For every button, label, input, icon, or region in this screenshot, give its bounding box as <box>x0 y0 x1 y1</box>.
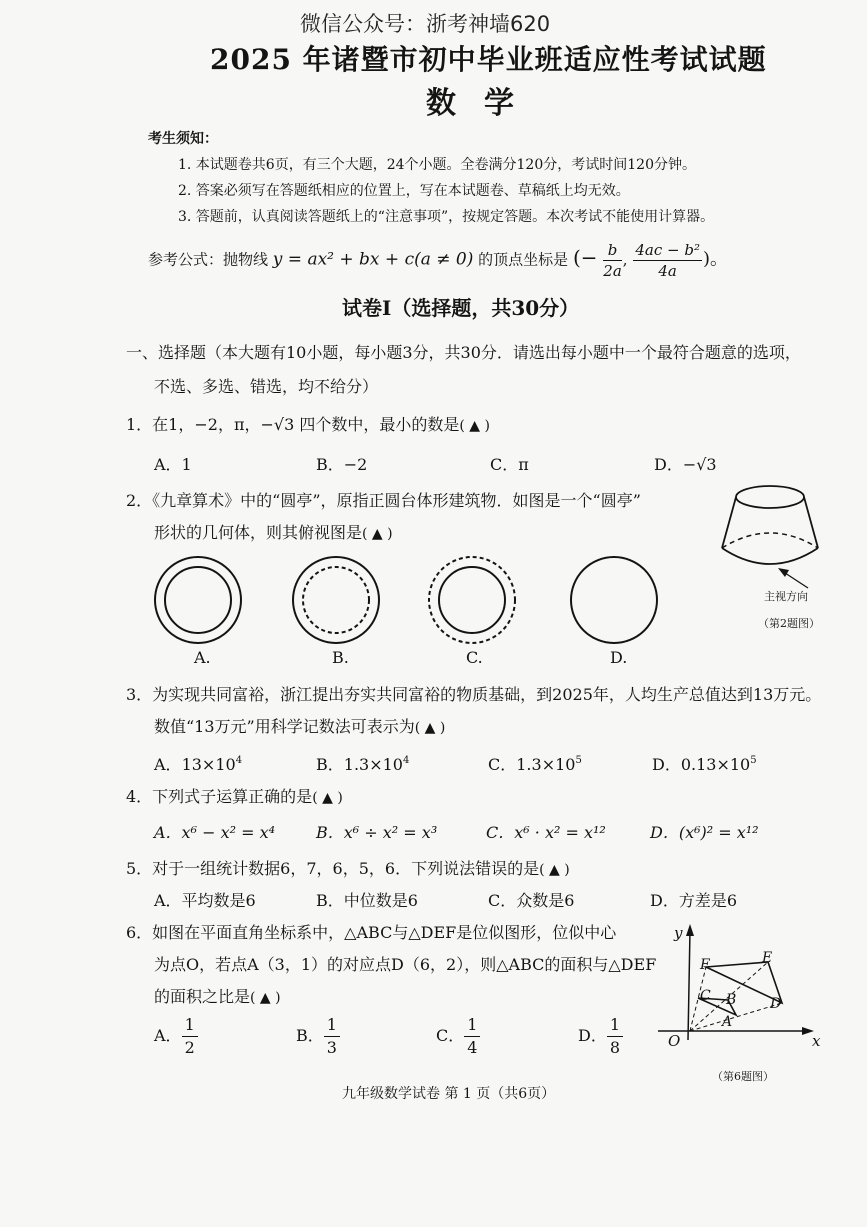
exam-title: 2025 年诸暨市初中毕业班适应性考试试题 <box>210 43 767 76</box>
q6-option-a-num: 1 <box>182 1014 198 1037</box>
q6-point-f-label: F <box>700 957 710 973</box>
q6-option-d <box>578 1014 623 1059</box>
q3-option-c-label: C． <box>488 755 517 774</box>
q6-option-c <box>436 1014 480 1059</box>
notice-item-3: 3. 答题前，认真阅读答题纸上的“注意事项”，按规定答题。本次考试不能使用计算器。 <box>178 209 715 225</box>
q5-option-b: B．中位数是6 <box>316 891 418 910</box>
q3-option-b-label: B． <box>316 755 344 774</box>
part1-line1: 一、选择题（本大题有10小题，每小题3分，共30分．请选出每小题中一个最符合题意的选项， <box>126 343 801 362</box>
q2-stem-line1: 2．《九章算术》中的“圆亭”，原指正圆台体形建筑物．如图是一个“圆亭” <box>126 491 641 510</box>
formula-middle: 的顶点坐标是 <box>478 250 569 269</box>
formula-close: )。 <box>702 248 728 270</box>
q2-option-b-figure <box>293 557 379 643</box>
q6-option-b-den: 3 <box>326 1038 337 1057</box>
formula-open: (− <box>572 245 598 270</box>
q2-label-b: B. <box>332 648 349 667</box>
q3-stem-line2 <box>154 714 445 737</box>
section-title: 试卷Ⅰ（选择题，共30分） <box>342 296 580 320</box>
q2-label-d: D. <box>610 648 628 667</box>
q6-option-b-label: B． <box>296 1026 324 1045</box>
q5-stem-line <box>126 856 570 879</box>
part1-line2: 不选、多选、错选，均不给分） <box>154 377 379 396</box>
q6-option-b-fraction <box>324 1014 340 1059</box>
q1-stem: 1．在1，−2，π，−√3 四个数中，最小的数是 <box>126 415 460 434</box>
q6-point-c-label: C <box>700 988 711 1004</box>
q3-option-c-base: 1.3×10 <box>516 755 576 774</box>
q3-option-a <box>154 752 242 775</box>
q3-stem-line1: 3．为实现共同富裕，浙江提出夯实共同富裕的物质基础，到2025年，人均生产总值达到13万元。 <box>126 685 822 704</box>
q3-option-d-base: 0.13×10 <box>680 755 751 774</box>
q6-stem: 的面积之比是 <box>154 987 251 1006</box>
frac2-denominator: 4a <box>658 262 677 280</box>
q3-option-d-exp: 5 <box>750 755 757 766</box>
q6-point-a-label: A <box>722 1014 733 1030</box>
q6-option-c-label: C． <box>436 1026 465 1045</box>
q6-option-a-den: 2 <box>184 1038 195 1057</box>
q6-option-c-den: 4 <box>467 1038 478 1057</box>
q3-answer-mark: ( ▲ ) <box>414 720 446 736</box>
q4-stem: 4．下列式子运算正确的是 <box>126 787 313 806</box>
q2-label-a: A. <box>194 648 211 667</box>
q1-answer-mark: ( ▲ ) <box>459 418 490 434</box>
q6-axis-x-label: x <box>812 1032 821 1050</box>
q4-option-d: D．(x⁶)² = x¹² <box>650 823 759 842</box>
q3-stem: 数值“13万元”用科学记数法可表示为 <box>154 717 415 736</box>
q6-point-d-label: D <box>770 996 782 1012</box>
q1-option-d: D．−√3 <box>654 455 717 474</box>
q2-label-c: C. <box>466 648 483 667</box>
q3-option-a-exp: 4 <box>235 755 243 766</box>
q3-option-b-base: 1.3×10 <box>343 755 403 774</box>
q6-option-d-num: 1 <box>607 1014 623 1037</box>
formula-prefix: 参考公式：抛物线 <box>148 250 269 269</box>
q6-origin-label: O <box>668 1032 681 1050</box>
q6-answer-mark: ( ▲ ) <box>250 990 281 1006</box>
q1-option-b: B．−2 <box>316 455 368 474</box>
q4-stem-line <box>126 784 343 807</box>
q6-option-d-label: D． <box>578 1026 607 1045</box>
q2-option-d-figure <box>571 557 657 643</box>
q6-option-b <box>296 1014 340 1059</box>
q6-stem-line1: 6．如图在平面直角坐标系中，△ABC与△DEF是位似图形，位似中心 <box>126 923 617 942</box>
q2-caption: （第2题图） <box>758 617 820 630</box>
q4-answer-mark: ( ▲ ) <box>312 790 343 806</box>
notice-item-1: 1. 本试题卷共6页，有三个大题，24个小题。全卷满分120分，考试时间120分钟。 <box>178 157 696 173</box>
q3-option-a-base: 13×10 <box>181 755 236 774</box>
q3-option-d-label: D． <box>652 755 681 774</box>
q6-option-b-num: 1 <box>324 1014 340 1037</box>
q6-axis-y-label: y <box>674 924 683 942</box>
q2-view-direction: 主视方向 <box>764 590 808 603</box>
q6-caption: （第6题图） <box>712 1070 774 1083</box>
frustum-figure <box>722 486 818 588</box>
q6-option-a <box>154 1014 198 1059</box>
q3-option-c <box>488 752 582 775</box>
q5-option-a: A．平均数是6 <box>154 891 256 910</box>
q2-option-a-figure <box>155 557 241 643</box>
q2-answer-mark: ( ▲ ) <box>362 526 393 542</box>
notice-item-2: 2. 答案必须写在答题纸相应的位置上，写在本试题卷、草稿纸上均无效。 <box>178 183 630 199</box>
q6-stem-line3 <box>154 984 281 1007</box>
q6-point-e-label: E <box>762 950 773 966</box>
q5-option-d: D．方差是6 <box>650 891 738 910</box>
frac1-numerator: b <box>603 240 622 261</box>
q3-option-b <box>316 752 409 775</box>
q6-option-d-fraction <box>607 1014 623 1059</box>
q5-answer-mark: ( ▲ ) <box>539 862 570 878</box>
notice-heading: 考生须知： <box>148 131 218 147</box>
q6-option-a-fraction <box>182 1014 198 1059</box>
q6-option-a-label: A． <box>154 1026 182 1045</box>
q3-option-d <box>652 752 757 775</box>
q4-option-c: C．x⁶ · x² = x¹² <box>486 823 606 842</box>
subject-title: 数学 <box>426 86 542 121</box>
frac2-numerator: 4ac − b² <box>635 241 700 259</box>
q1-option-a: A．1 <box>154 455 192 474</box>
q3-option-b-exp: 4 <box>402 755 410 766</box>
q6-stem-line2: 为点O，若点A（3，1）的对应点D（6，2），则△ABC的面积与△DEF <box>154 955 657 974</box>
q1-option-c: C．π <box>490 455 529 474</box>
q5-option-c: C．众数是6 <box>488 891 575 910</box>
q6-point-b-label: B <box>726 992 737 1008</box>
q5-stem: 5．对于一组统计数据6，7，6，5，6．下列说法错误的是 <box>126 859 540 878</box>
q2-stem: 形状的几何体，则其俯视图是 <box>154 523 363 542</box>
formula-equation: y = ax² + bx + c(a ≠ 0) <box>272 249 474 270</box>
page-footer: 九年级数学试卷 第 1 页（共6页） <box>342 1086 556 1102</box>
formula-comma: , <box>622 250 628 269</box>
frac1-denominator: 2a <box>603 262 622 280</box>
q2-option-c-figure <box>429 557 515 643</box>
q6-option-d-den: 8 <box>609 1038 621 1057</box>
q4-option-b: B．x⁶ ÷ x² = x³ <box>316 823 438 842</box>
q6-option-c-num: 1 <box>464 1014 480 1037</box>
q6-option-c-fraction <box>464 1014 480 1059</box>
watermark: 微信公众号：浙考神墙620 <box>300 12 551 36</box>
q3-option-c-exp: 5 <box>575 755 582 766</box>
q3-option-a-label: A． <box>154 755 182 774</box>
q4-option-a: A．x⁶ − x² = x⁴ <box>154 823 276 842</box>
